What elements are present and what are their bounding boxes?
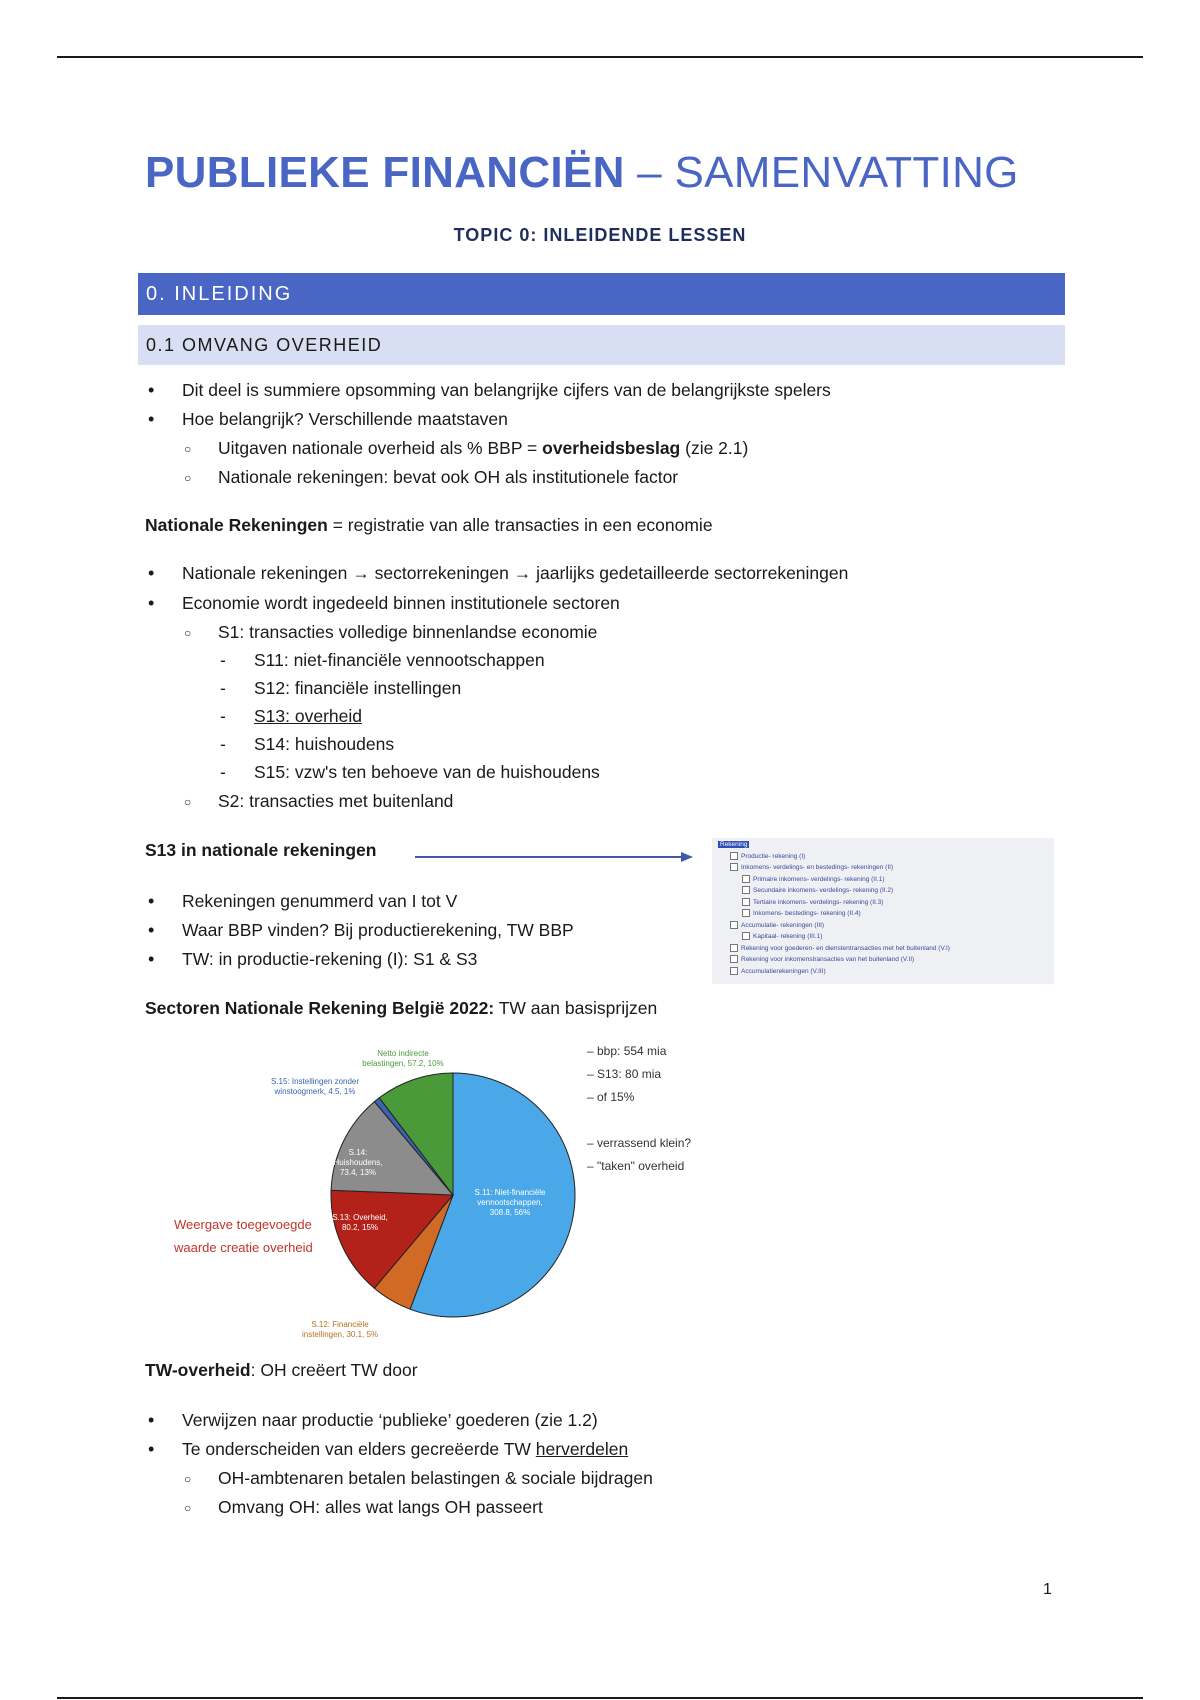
tree-row: Productie- rekening (I) bbox=[730, 852, 805, 862]
sub-bullet-item: ○ Omvang OH: alles wat langs OH passeert bbox=[218, 1496, 543, 1518]
tree-row: Accumulatierekeningen (V.III) bbox=[730, 967, 826, 977]
chart-annotation: – bbp: 554 mia bbox=[587, 1044, 667, 1058]
topic-subtitle: TOPIC 0: INLEIDENDE LESSEN bbox=[453, 225, 747, 245]
chart-red-note: Weergave toegevoegde waarde creatie overheid bbox=[174, 1217, 313, 1255]
bullet-item: • Waar BBP vinden? Bij productierekening, TW BBP bbox=[182, 919, 574, 941]
top-rule bbox=[57, 56, 1143, 58]
tree-row: Primaire inkomens- verdelings- rekening (II.1) bbox=[742, 875, 885, 885]
sector-item-overheid: - S13: overheid bbox=[254, 705, 362, 727]
tree-row: Secundaire inkomens- verdelings- rekening (II.2) bbox=[742, 886, 893, 896]
chart-annotation: – S13: 80 mia bbox=[587, 1067, 662, 1081]
chart-heading: Sectoren Nationale Rekening België 2022: TW aan basisprijzen bbox=[145, 998, 658, 1018]
pie-slice-label: S.15: Instellingen zonder winstoogmerk, 4.5, 1% bbox=[270, 1077, 360, 1096]
tree-row: Rekening voor inkomenstransacties van het buitenland (V.II) bbox=[730, 955, 914, 965]
tree-row: Inkomens- verdelings- en bestedings- rekeningen (II) bbox=[730, 863, 893, 873]
tree-row: Kapitaal- rekening (III.1) bbox=[742, 932, 822, 942]
section-heading-2: 0.1 OMVANG OVERHEID bbox=[138, 325, 1065, 365]
bullet-item: • Dit deel is summiere opsomming van belangrijke cijfers van de belangrijkste spelers bbox=[182, 379, 831, 401]
sector-item: - S14: huishoudens bbox=[254, 733, 394, 755]
section-heading-1: 0. INLEIDING bbox=[138, 273, 1065, 315]
pie-chart bbox=[145, 1040, 705, 1340]
pie-slice-label: S.12: Financiële instellingen, 30.1, 5% bbox=[301, 1320, 379, 1339]
sector-item: - S11: niet-financiële vennootschappen bbox=[254, 649, 545, 671]
sub-bullet-item: ○ S1: transacties volledige binnenlandse economie bbox=[218, 621, 597, 643]
tree-row: Rekening bbox=[720, 841, 748, 848]
sector-item: - S12: financiële instellingen bbox=[254, 677, 461, 699]
rekening-tree-screenshot bbox=[712, 838, 1054, 984]
bullet-item: • TW: in productie-rekening (I): S1 & S3 bbox=[182, 948, 477, 970]
bullet-item: • Rekeningen genummerd van I tot V bbox=[182, 890, 457, 912]
bullet-item: • Verwijzen naar productie ‘publieke’ goederen (zie 1.2) bbox=[182, 1409, 598, 1431]
bullet-item: • Te onderscheiden van elders gecreëerde TW herverdelen bbox=[182, 1438, 628, 1460]
pie-svg bbox=[145, 1040, 705, 1340]
pie-slice-label: Netto indirecte belastingen, 57.2, 10% bbox=[362, 1049, 444, 1068]
bottom-rule bbox=[57, 1697, 1143, 1699]
tree-row: Accumulatie- rekeningen (III) bbox=[730, 921, 824, 931]
pie-slice-label: S.11: Niet-financiële vennootschappen, 308.8, 56% bbox=[474, 1188, 546, 1217]
sub-bullet-item: ○ Uitgaven nationale overheid als % BBP = overheidsbeslag (zie 2.1) bbox=[218, 437, 748, 459]
tw-heading: TW-overheid: OH creëert TW door bbox=[145, 1360, 418, 1380]
tree-row: Rekening voor goederen- en dienstentransacties met het buitenland (V.I) bbox=[730, 944, 950, 954]
chart-annotation: – "taken" overheid bbox=[587, 1159, 685, 1173]
arrow-right-icon bbox=[415, 851, 693, 863]
tree-row: Tertiaire inkomens- verdelings- rekening (II.3) bbox=[742, 898, 883, 908]
chart-annotation: – verrassend klein? bbox=[587, 1136, 692, 1150]
sub-bullet-item: ○ OH-ambtenaren betalen belastingen & sociale bijdragen bbox=[218, 1467, 653, 1489]
sector-item: - S15: vzw's ten behoeve van de huishoudens bbox=[254, 761, 600, 783]
document-title: PUBLIEKE FINANCIËN – SAMENVATTING bbox=[145, 148, 1019, 197]
tree-row: Inkomens- bestedings- rekening (II.4) bbox=[742, 909, 861, 919]
chart-annotation: – of 15% bbox=[587, 1090, 635, 1104]
pie-slice-label: S.13: Overheid, 80.2, 15% bbox=[332, 1213, 388, 1232]
pie-slice-label: S.14: Huishoudens, 73.4, 13% bbox=[333, 1148, 383, 1177]
bullet-item: • Economie wordt ingedeeld binnen institutionele sectoren bbox=[182, 592, 620, 614]
bullet-item: • Hoe belangrijk? Verschillende maatstaven bbox=[182, 408, 508, 430]
s13-heading: S13 in nationale rekeningen bbox=[145, 840, 377, 860]
bullet-item: • Nationale rekeningen → sectorrekeningen → jaarlijks gedetailleerde sectorrekeningen bbox=[182, 562, 848, 584]
definition-line: Nationale Rekeningen = registratie van alle transacties in een economie bbox=[145, 515, 713, 535]
page-number: 1 bbox=[1043, 1581, 1052, 1598]
sub-bullet-item: ○ S2: transacties met buitenland bbox=[218, 790, 453, 812]
sub-bullet-item: ○ Nationale rekeningen: bevat ook OH als institutionele factor bbox=[218, 466, 678, 488]
